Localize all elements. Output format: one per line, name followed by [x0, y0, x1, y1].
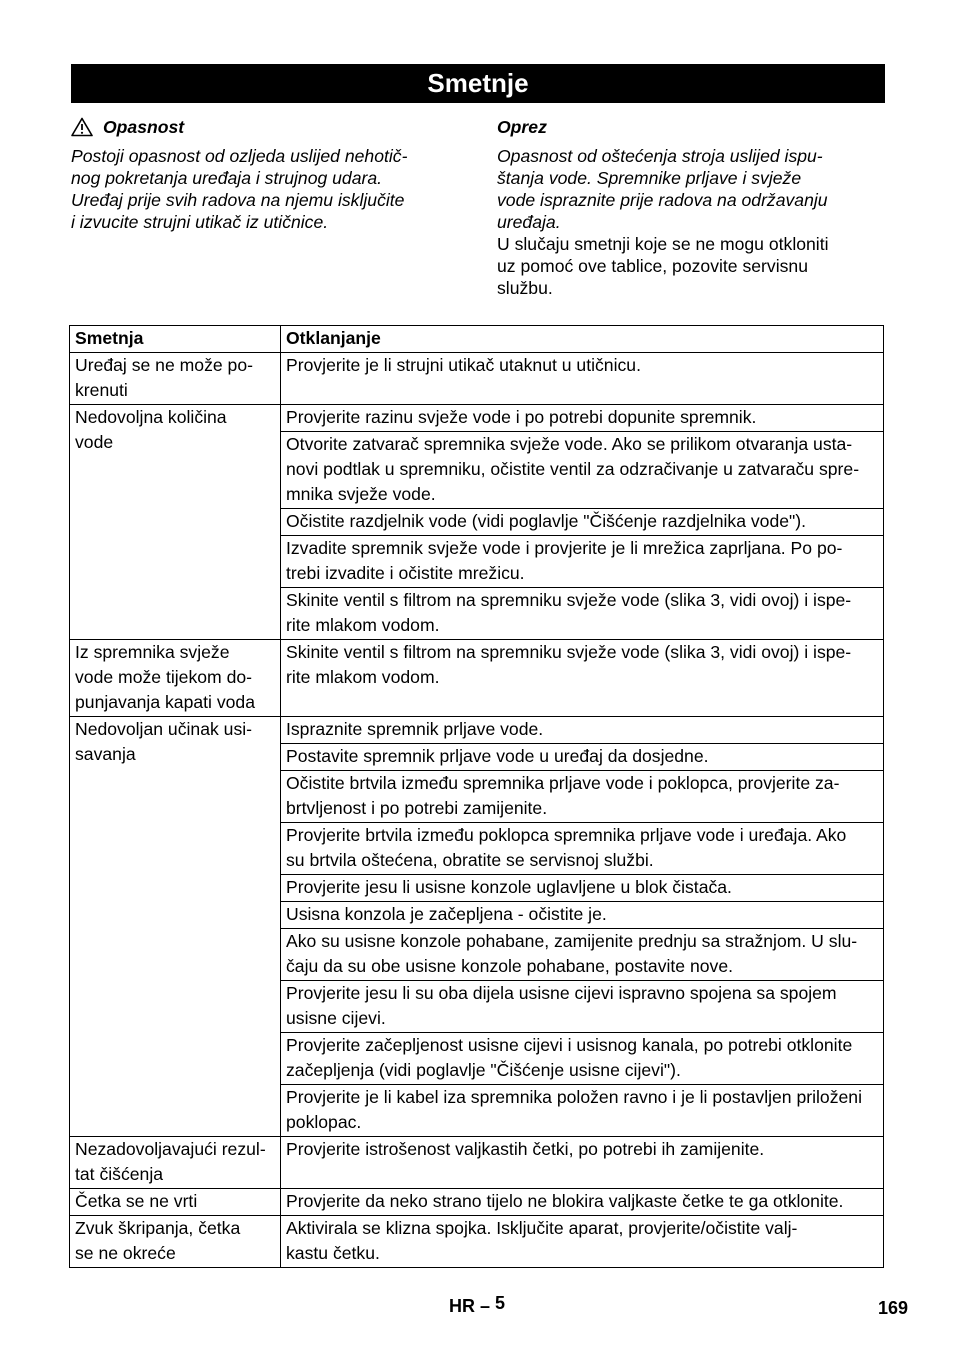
- danger-heading-label: Opasnost: [103, 117, 185, 137]
- danger-notice: [71, 115, 471, 233]
- danger-line: Postoji opasnost od ozljeda uslijed nehotič-: [71, 146, 408, 166]
- remedy-cell: Otvorite zatvarač spremnika svježe vode. Ako se prilikom otvaranja usta- novi podtlak u spremniku, očistite ventil za odzračivanje u zatvaraču spre- mnika svježe vode.: [281, 432, 884, 509]
- danger-heading: [71, 115, 471, 139]
- caution-heading-label: Oprez: [497, 117, 547, 137]
- service-note-line: uz pomoć ove tablice, pozovite servisnu: [497, 256, 808, 276]
- remedy-cell: Provjerite začepljenost usisne cijevi i usisnog kanala, po potrebi otklonite začepljenja (vidi poglavlje "Čišćenje usisne cijevi").: [281, 1033, 884, 1085]
- fault-cell: Uređaj se ne može po- krenuti: [70, 353, 281, 405]
- table-body: [70, 353, 884, 1268]
- caution-heading: [497, 115, 887, 139]
- footer-language: HR: [449, 1296, 475, 1316]
- remedy-cell: Skinite ventil s filtrom na spremniku svježe vode (slika 3, vidi ovoj) i ispe- rite mlakom vodom.: [281, 588, 884, 640]
- remedy-cell: Provjerite brtvila između poklopca spremnika prljave vode i uređaja. Ako su brtvila oštećena, obratite se servisnoj službi.: [281, 823, 884, 875]
- remedy-cell: Usisna konzola je začepljena - očistite je.: [281, 902, 884, 929]
- remedy-cell: Ispraznite spremnik prljave vode.: [281, 717, 884, 744]
- remedy-cell: Provjerite razinu svježe vode i po potrebi dopunite spremnik.: [281, 405, 884, 432]
- remedy-cell: Postavite spremnik prljave vode u uređaj da dosjedne.: [281, 744, 884, 771]
- page-number: 169: [878, 1298, 909, 1318]
- footer-section-page: 5: [495, 1293, 506, 1313]
- table-row: [70, 353, 884, 405]
- remedy-cell: Izvadite spremnik svježe vode i provjerite je li mrežica zaprljana. Po po- trebi izvadite i očistite mrežicu.: [281, 536, 884, 588]
- danger-line: nog pokretanja uređaja i strujnog udara.: [71, 168, 383, 188]
- fault-cell: Zvuk škripanja, četka se ne okreće: [70, 1216, 281, 1268]
- fault-cell: Nezadovoljavajući rezul- tat čišćenja: [70, 1137, 281, 1189]
- service-note-line: službu.: [497, 278, 553, 298]
- danger-line: Uređaj prije svih radova na njemu isključite: [71, 190, 405, 210]
- remedy-cell: Ako su usisne konzole pohabane, zamijenite prednju sa stražnjom. U slu- čaju da su obe usisne konzole pohabane, postavite nove.: [281, 929, 884, 981]
- remedy-cell: Provjerite da neko strano tijelo ne blokira valjkaste četke te ga otklonite.: [281, 1189, 884, 1216]
- remedy-cell: Provjerite istrošenost valjkastih četki, po potrebi ih zamijenite.: [281, 1137, 884, 1189]
- table-row: [70, 1189, 884, 1216]
- caution-line: Opasnost od oštećenja stroja uslijed ispu-: [497, 146, 823, 166]
- warning-triangle-icon: [71, 117, 93, 137]
- danger-line: i izvucite strujni utikač iz utičnice.: [71, 212, 329, 232]
- fault-cell: Nedovoljan učinak usi- savanja: [70, 717, 281, 1137]
- caution-notice: [497, 115, 887, 299]
- fault-cell: Četka se ne vrti: [70, 1189, 281, 1216]
- table-row: [70, 1216, 884, 1268]
- fault-cell: Iz spremnika svježe vode može tijekom do- punjavanja kapati voda: [70, 640, 281, 717]
- page-title: Smetnje: [71, 64, 885, 103]
- remedy-cell: Aktivirala se klizna spojka. Isključite aparat, provjerite/očistite valj- kastu četku.: [281, 1216, 884, 1268]
- remedy-cell: Skinite ventil s filtrom na spremniku svježe vode (slika 3, vidi ovoj) i ispe- rite mlakom vodom.: [281, 640, 884, 717]
- service-note-line: U slučaju smetnji koje se ne mogu otkloniti: [497, 234, 829, 254]
- remedy-cell: Očistite razdjelnik vode (vidi poglavlje "Čišćenje razdjelnika vode").: [281, 509, 884, 536]
- column-header-remedy: Otklanjanje: [281, 326, 884, 353]
- remedy-cell: Provjerite jesu li usisne konzole uglavljene u blok čistača.: [281, 875, 884, 902]
- service-note: [497, 233, 887, 299]
- remedy-cell: Provjerite je li strujni utikač utaknut u utičnicu.: [281, 353, 884, 405]
- column-header-fault: Smetnja: [70, 326, 281, 353]
- table-row: [70, 640, 884, 717]
- remedy-cell: Provjerite jesu li su oba dijela usisne cijevi ispravno spojena sa spojem usisne cijevi.: [281, 981, 884, 1033]
- caution-text: [497, 145, 887, 233]
- table-row: [70, 1137, 884, 1189]
- footer-language-section: [449, 1293, 506, 1317]
- fault-cell: Nedovoljna količina vode: [70, 405, 281, 640]
- caution-line: uređaja.: [497, 212, 561, 232]
- footer-dash: –: [480, 1296, 491, 1316]
- remedy-cell: Provjerite je li kabel iza spremnika položen ravno i je li postavljen priloženi poklopac.: [281, 1085, 884, 1137]
- remedy-cell: Očistite brtvila između spremnika prljave vode i poklopca, provjerite za- brtvljenost i po potrebi zamijenite.: [281, 771, 884, 823]
- table-row: [70, 717, 884, 744]
- danger-text: [71, 145, 471, 233]
- caution-line: vode ispraznite prije radova na održavanju: [497, 190, 828, 210]
- troubleshooting-table: [69, 325, 884, 1268]
- caution-line: štanja vode. Spremnike prljave i svježe: [497, 168, 802, 188]
- table-row: [70, 405, 884, 432]
- table-header-row: [70, 326, 884, 353]
